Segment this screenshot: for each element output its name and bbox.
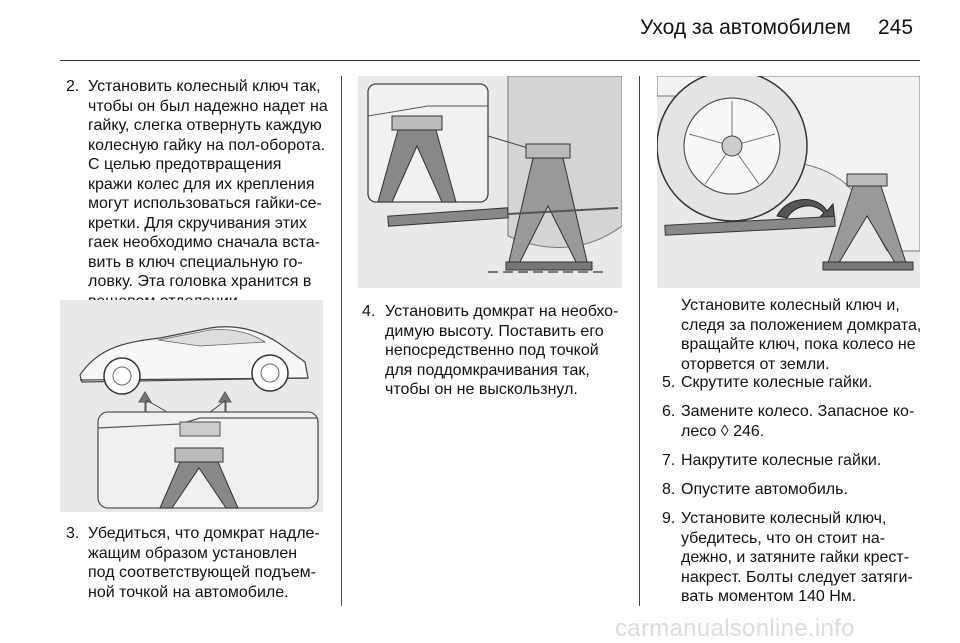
step-5-text [681,373,872,393]
step-3-number: 3. [66,525,80,542]
raising-vehicle-illustration [657,76,920,288]
text-line: чтобы он был надежно надет на [88,97,328,115]
watermark-link[interactable]: carmanualsonline.info [615,615,855,642]
car-jacking-points-illustration [60,300,323,512]
step-4-text [385,302,618,400]
text-line: вращайте ключ, пока колесо не [681,336,916,353]
step-7-text [681,451,881,471]
step-8-number: 8. [662,481,676,498]
step-6-text [681,402,914,441]
text-line: Накрутите колесные гайки. [681,452,882,469]
text-line: могут использоваться гайки-се- [88,195,322,212]
step-7-number: 7. [662,452,676,469]
text-line: вить в ключ специальную го- [88,253,303,271]
step-4-number: 4. [362,303,376,320]
text-line: Установить колесный ключ так, [88,78,321,95]
step-intro-text [681,296,921,374]
text-line: Убедиться, что домкрат надле- [88,525,320,542]
step-6-number: 6. [662,403,676,420]
text-line: чтобы он не выскользнул. [385,381,578,398]
step-3-text [88,524,320,602]
text-line: ловку. Эта головка хранится в [88,273,312,290]
step-2-number: 2. [66,78,80,95]
text-line: кретки. Для скручивания этих [88,214,307,232]
text-line: дежно, и затяните гайки крест- [681,549,910,566]
text-line: Установите колесный ключ и, [681,297,900,314]
page-title: Уход за автомобилем [640,16,851,39]
text-line: лесо ◊ 246. [681,422,765,440]
text-line: оторвется от земли. [681,355,830,373]
column-divider-1 [341,76,342,606]
anti-theft-note [88,155,322,311]
page-number: 245 [878,16,914,39]
step-5-number: 5. [662,374,676,391]
text-line: убедитесь, что он стоит на- [681,529,886,547]
text-line: для поддомкрачивания так, [385,361,590,379]
step-2-text [88,77,328,155]
text-line: Скрутите колесные гайки. [681,374,873,391]
text-line: под соответствующей подъем- [88,564,316,581]
text-line: Установить домкрат на необхо- [385,303,619,320]
text-line: непосредственно под точкой [385,342,599,359]
text-line: кражи колес для их крепления [88,175,315,193]
text-line: накрест. Болты следует затяги- [681,568,913,586]
text-line: ной точкой на автомобиле. [88,583,289,601]
text-line: гайку, слегка отвернуть каждую [88,117,322,134]
jack-position-illustration [358,76,622,288]
column-divider-2 [639,76,640,606]
text-line: гаек необходимо сначала вста- [88,234,320,251]
text-line: С целью предотвращения [88,156,282,173]
text-line: Замените колесо. Запасное ко- [681,403,915,420]
step-9-text [681,509,913,607]
text-line: димую высоту. Поставить его [385,322,604,340]
text-line: вать моментом 140 Нм. [681,588,857,605]
text-line: жащим образом установлен [88,544,298,562]
step-9-number: 9. [662,510,676,527]
text-line: Опустите автомобиль. [681,481,848,498]
text-line: Установите колесный ключ, [681,510,887,527]
header-rule [60,60,920,61]
step-8-text [681,480,848,500]
text-line: следя за положением домкрата, [681,316,922,334]
text-line: колесную гайку на пол-оборота. [88,136,326,154]
